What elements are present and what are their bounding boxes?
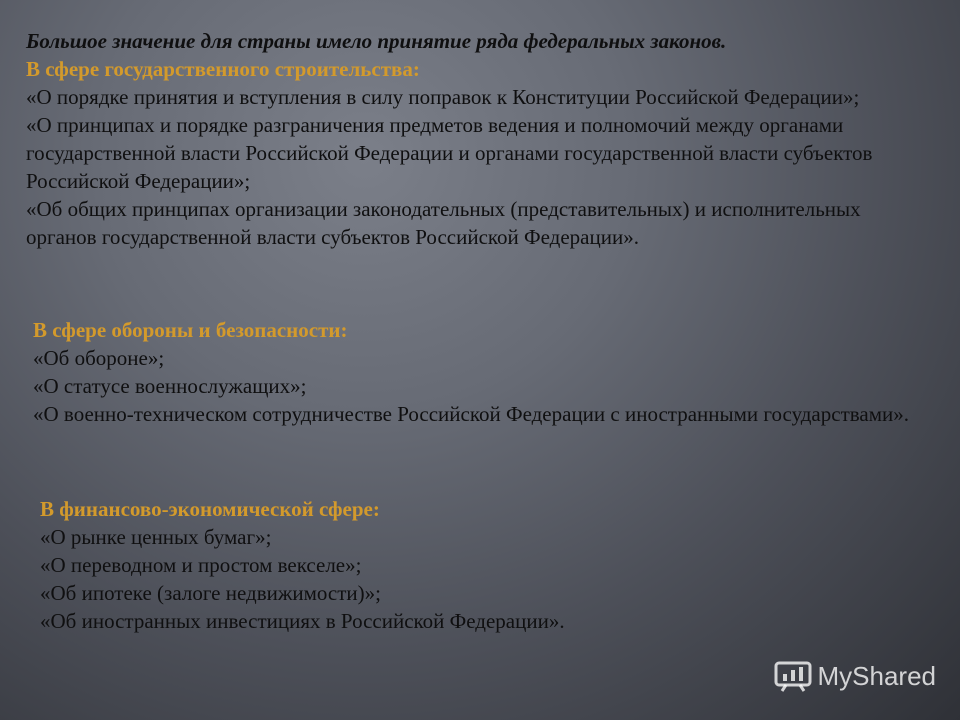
finance-heading: В финансово-экономической сфере: (40, 497, 380, 521)
defense-heading: В сфере обороны и безопасности: (33, 318, 348, 342)
law-item: «Об общих принципах организации законодательных (представительных) и исполнительных органов государственной власти субъектов Российской Федерации». (26, 197, 861, 249)
myshared-watermark (774, 660, 937, 692)
law-item: «О военно-техническом сотрудничестве Российской Федерации с иностранными государствами». (33, 402, 909, 426)
law-item: «О статусе военнослужащих»; (33, 374, 307, 398)
state-building-section (26, 27, 936, 251)
law-item: «О переводном и простом векселе»; (40, 553, 362, 577)
law-item: «Об ипотеке (залоге недвижимости)»; (40, 581, 381, 605)
law-item: «Об иностранных инвестициях в Российской Федерации». (40, 609, 565, 633)
law-item: «О рынке ценных бумаг»; (40, 525, 272, 549)
intro-lead-text: Большое значение для страны имело принятие ряда федеральных законов. (26, 29, 727, 53)
law-item: «О порядке принятия и вступления в силу поправок к Конституции Российской Федерации»; (26, 85, 860, 109)
law-item: «Об обороне»; (33, 346, 165, 370)
finance-section (40, 495, 920, 635)
watermark-text: MyShared (817, 660, 936, 691)
myshared-logo-icon (774, 660, 812, 692)
state-building-heading: В сфере государственного строительства: (26, 57, 420, 81)
defense-section (33, 316, 913, 428)
law-item: «О принципах и порядке разграничения предметов ведения и полномочий между органами государственной власти Российской Федерации и органами государственной власти субъектов Российской Федерации»; (26, 113, 873, 193)
